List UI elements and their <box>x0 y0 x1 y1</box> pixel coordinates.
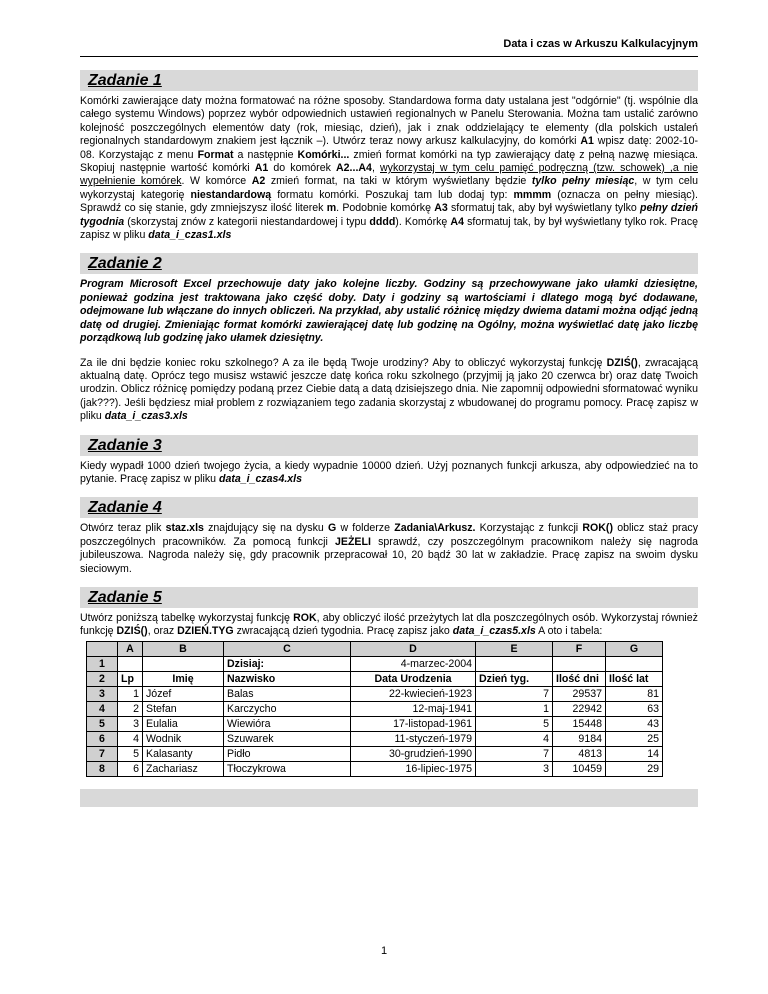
cell: 43 <box>606 716 663 731</box>
cell: 10459 <box>553 761 606 776</box>
cell: 3 <box>118 716 143 731</box>
cell: Balas <box>224 686 351 701</box>
section-heading: Zadanie 3 <box>88 436 162 454</box>
cell: Ilość lat <box>606 671 663 686</box>
cell <box>143 656 224 671</box>
table-row <box>87 746 663 761</box>
column-header: F <box>553 641 606 656</box>
section-heading-bar <box>80 497 698 518</box>
cell: 1 <box>476 701 553 716</box>
row-header: 6 <box>87 731 118 746</box>
cell: Karczycho <box>224 701 351 716</box>
column-header-row <box>87 641 663 656</box>
document-body <box>80 64 698 807</box>
cell: 81 <box>606 686 663 701</box>
row-header: 8 <box>87 761 118 776</box>
cell: 4 <box>118 731 143 746</box>
column-header: D <box>351 641 476 656</box>
cell: Data Urodzenia <box>351 671 476 686</box>
zadanie4-paragraph: Otwórz teraz plik staz.xls znajdujący się na dysku G w folderze Zadania\Arkusz. Korzystając z funkcji ROK() oblicz staż pracy poszczególnych pracowników. Za pomocą funkcji JEŻELI sprawdź, czy poszczególnym pracownikom należy się nagroda jubileuszowa. Nagroda należy się, gdy pracownik przepracował 10, 20 bądź 30 lat w zakładzie. Pracę zapisz na swoim dysku sieciowym. <box>80 522 699 575</box>
cell: 29537 <box>553 686 606 701</box>
cell: 12-maj-1941 <box>351 701 476 716</box>
column-header: A <box>118 641 143 656</box>
row-header: 5 <box>87 716 118 731</box>
cell: 22-kwiecień-1923 <box>351 686 476 701</box>
zadanie2-paragraph: Za ile dni będzie koniec roku szkolnego? A za ile będą Twoje urodziny? Aby to obliczyć wykorzystaj funkcję DZIŚ(), zwracającą aktualną datę. Oprócz tego musisz wstawić jeszcze datę końca roku szkolnego (przyjmij ją jako 20 czerwca br) oraz datę Twoich urodzin. Oblicz różnicę pomiędzy podaną przez Ciebie datą a datą dzisiejszego dnia. Nie zapomnij odpowiedni sformatować wyniku (jak???). Jeśli będziesz miał problem z rozwiązaniem tego zadania skorzystaj z wbudowanej do programu pomocy. Pracę zapisz w pliku data_i_czas3.xls <box>80 356 698 423</box>
cell: 14 <box>606 746 663 761</box>
column-header: C <box>224 641 351 656</box>
section-heading: Zadanie 2 <box>88 255 162 273</box>
row-header: 3 <box>87 686 118 701</box>
section-heading-bar <box>80 70 698 91</box>
table-header-row <box>87 671 663 686</box>
section-heading-bar <box>80 435 698 456</box>
cell: Zachariasz <box>143 761 224 776</box>
cell: Imię <box>143 671 224 686</box>
table-row <box>87 731 663 746</box>
cell: 2 <box>118 701 143 716</box>
section-end-bar <box>80 789 698 807</box>
row-header: 2 <box>87 671 118 686</box>
zadanie2-intro: Program Microsoft Excel przechowuje daty jako kolejne liczby. Godziny są przechowywane jako ułamki dziesiętne, ponieważ godzina jest traktowana jako część doby. Daty i godziny są wartościami i dlatego mogą być dodawane, odejmowane lub włączane do innych obliczeń. Na przykład, aby ustalić różnicę między dwiema datami można odjąć jedną datę od drugiej. Zmieniając format komórki zawierającej datę lub godzinę na Ogólny, można wyświetlać datę jako liczbę porządkową lub godzinę jako ułamek dziesiętny. <box>80 278 698 345</box>
cell <box>606 656 663 671</box>
spreadsheet-table <box>86 641 663 777</box>
cell: Nazwisko <box>224 671 351 686</box>
cell <box>118 656 143 671</box>
table-row <box>87 701 663 716</box>
column-header: E <box>476 641 553 656</box>
cell: 22942 <box>553 701 606 716</box>
cell: 17-listopad-1961 <box>351 716 476 731</box>
cell: Tłoczykrowa <box>224 761 351 776</box>
cell: 9184 <box>553 731 606 746</box>
page-header: Data i czas w Arkuszu Kalkulacyjnym <box>503 38 698 50</box>
section-heading-bar <box>80 587 698 608</box>
cell: 11-styczeń-1979 <box>351 731 476 746</box>
column-header: G <box>606 641 663 656</box>
cell: 4 <box>476 731 553 746</box>
cell: Eulalia <box>143 716 224 731</box>
cell: 7 <box>476 686 553 701</box>
cell: 5 <box>118 746 143 761</box>
section-heading-bar <box>80 253 698 274</box>
cell: Wodnik <box>143 731 224 746</box>
cell <box>553 656 606 671</box>
section-heading: Zadanie 5 <box>88 588 162 606</box>
cell: 4813 <box>553 746 606 761</box>
zadanie1-paragraph: Komórki zawierające daty można formatować na różne sposoby. Standardowa forma daty ustalana jest "odgórnie" (tj. wspólnie dla całego systemu Windows) poprzez wybór odpowiednich ustawień regionalnych w Panelu Sterowania. Można tam ustalić zarówno kolejność poszczególnych elementów daty (rok, miesiąc, dzień), jak i znak oddzielający te elementy (dla polskich ustaleń regionalnych standardowym znakiem jest łącznik –). Utwórz teraz nowy arkusz kalkulacyjny, do komórki A1 wpisz datę: 2002-10-08. Korzystając z menu Format a następnie Komórki... zmień format komórki na typ zawierający datę z pełną nazwę miesiąca. Skopiuj następnie wartość komórki A1 do komórek A2...A4, wykorzystaj w tym celu pamięć podręczną (tzw. schowek) ,a nie wypełnienie komórek. W komórce A2 zmień format, na taki w którym wyświetlany będzie tylko pełny miesiąc, w tym celu wykorzystaj kategorię niestandardową formatu komórki. Poszukaj tam lub dodaj typ: mmmm (oznacza on pełny miesiąc). Sprawdź co się stanie, gdy zmniejszysz ilość literek m. Podobnie komórkę A3 sformatuj tak, aby był wyświetlany tylko pełny dzień tygodnia (skorzystaj znów z kategorii niestandardowej i typu dddd). Komórkę A4 sformatuj tak, by był wyświetlany tylko rok. Pracę zapisz w pliku data_i_czas1.xls <box>80 95 699 242</box>
cell: 6 <box>118 761 143 776</box>
section-heading: Zadanie 4 <box>88 499 162 517</box>
cell: 4-marzec-2004 <box>351 656 476 671</box>
cell <box>476 656 553 671</box>
cell: Pidło <box>224 746 351 761</box>
cell: Szuwarek <box>224 731 351 746</box>
header-rule <box>80 56 698 57</box>
cell: 15448 <box>553 716 606 731</box>
cell: 1 <box>118 686 143 701</box>
cell: Ilość dni <box>553 671 606 686</box>
cell: 7 <box>476 746 553 761</box>
table-row <box>87 761 663 776</box>
cell: Wiewióra <box>224 716 351 731</box>
cell: Kalasanty <box>143 746 224 761</box>
cell: 29 <box>606 761 663 776</box>
table-row <box>87 686 663 701</box>
cell: Lp <box>118 671 143 686</box>
page-number: 1 <box>380 945 388 957</box>
zadanie5-paragraph: Utwórz poniższą tabelkę wykorzystaj funkcję ROK, aby obliczyć ilość przeżytych lat dla poszczególnych osób. Wykorzystaj również funkcję DZIŚ(), oraz DZIEŃ.TYG zwracającą dzień tygodnia. Pracę zapisz jako data_i_czas5.xls A oto i tabela: <box>80 611 698 638</box>
cell: 63 <box>606 701 663 716</box>
column-header: B <box>143 641 224 656</box>
cell: 3 <box>476 761 553 776</box>
cell: 5 <box>476 716 553 731</box>
cell: Stefan <box>143 701 224 716</box>
table-row <box>87 716 663 731</box>
row-header: 4 <box>87 701 118 716</box>
row-header: 7 <box>87 746 118 761</box>
cell: 30-grudzień-1990 <box>351 746 476 761</box>
row-header: 1 <box>87 656 118 671</box>
cell: Józef <box>143 686 224 701</box>
cell: Dzisiaj: <box>224 656 351 671</box>
section-heading: Zadanie 1 <box>88 72 162 89</box>
cell: 16-lipiec-1975 <box>351 761 476 776</box>
cell: Dzień tyg. <box>476 671 553 686</box>
zadanie3-paragraph: Kiedy wypadł 1000 dzień twojego życia, a kiedy wypadnie 10000 dzień. Użyj poznanych funkcji arkusza, aby odpowiedzieć na to pytanie. Pracę zapisz w pliku data_i_czas4.xls <box>80 459 698 485</box>
table-row <box>87 656 663 671</box>
corner-cell <box>87 641 118 656</box>
cell: 25 <box>606 731 663 746</box>
